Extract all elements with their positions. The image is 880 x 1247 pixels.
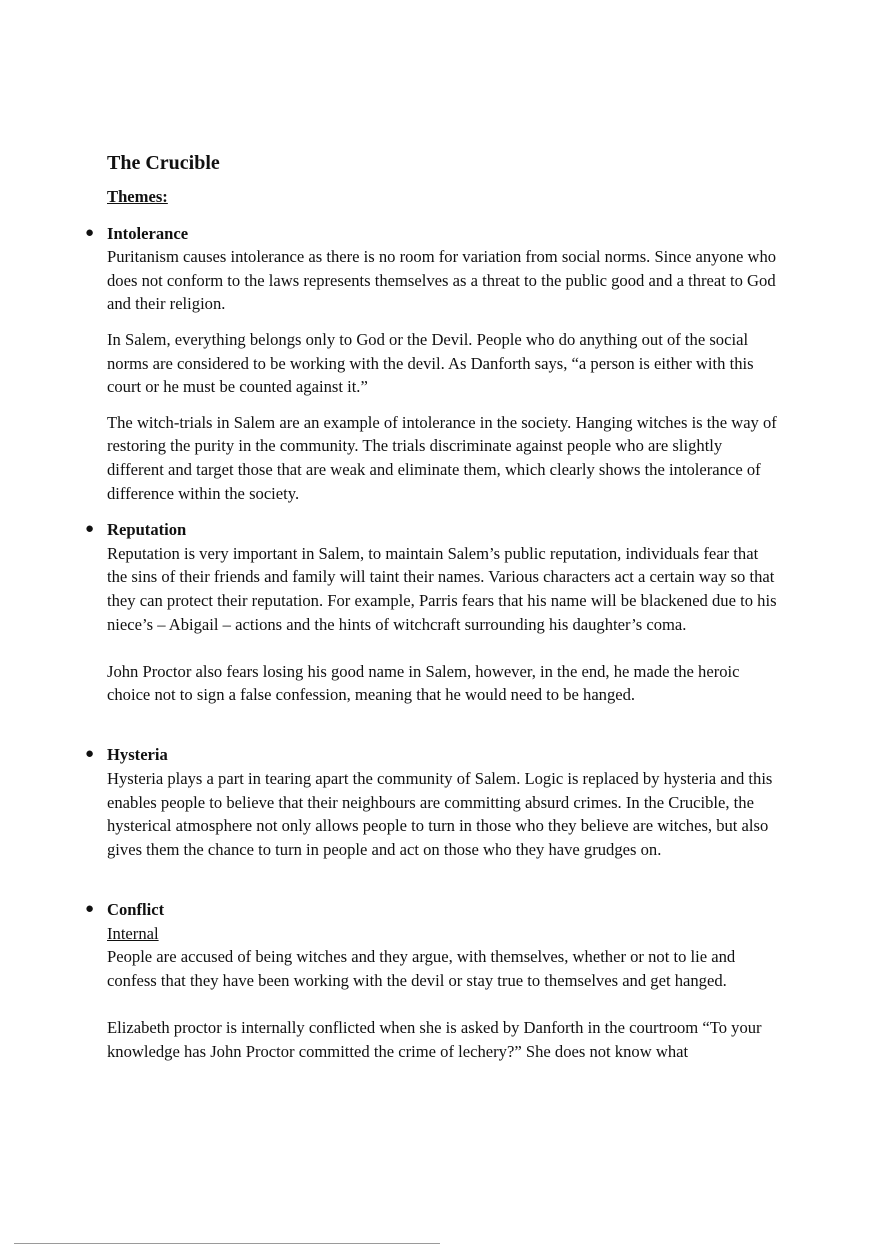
paragraph-gap: [107, 636, 779, 660]
theme-title-hysteria: Hysteria: [107, 745, 168, 765]
theme-reputation: [85, 518, 779, 730]
paragraph: The witch-trials in Salem are an example of intolerance in the society. Hanging witches is the way of restoring the purity in the community. The trials discriminate against people who are slightly different and target those that are weak and eliminate them, which clearly shows the intolerance of difference within the society.: [107, 412, 777, 503]
theme-title-reputation: Reputation: [107, 520, 187, 540]
theme-title-intolerance: Intolerance: [107, 223, 189, 243]
paragraph: Hysteria plays a part in tearing apart the community of Salem. Logic is replaced by hysteria and this enables people to believe that their neighbours are committing absurd crimes. In the Crucible, the hysterical atmosphere not only allows people to turn in those who they believe are witches, but also gives them the chance to turn in people and act on those who they have grudges on.: [107, 769, 773, 859]
paragraph: Puritanism causes intolerance as there is no room for variation from social norms. Since anyone who does not conform to the laws represents themselves as a threat to the public good and a threat to God and their religion.: [107, 247, 777, 314]
bullet-icon: ●: [85, 901, 95, 918]
theme-conflict: [85, 898, 779, 1063]
bullet-icon: ●: [85, 224, 95, 241]
paragraph-gap: [107, 861, 779, 885]
footer-divider: [14, 1243, 440, 1244]
paragraph: In Salem, everything belongs only to God or the Devil. People who do anything out of the social norms are considered to be working with the devil. As Danforth says, “a person is either with this court or he must be counted against it.”: [107, 329, 754, 397]
theme-hysteria: [85, 743, 779, 885]
themes-heading: Themes:: [107, 187, 168, 206]
paragraph: Reputation is very important in Salem, to maintain Salem’s public reputation, individuals fear that the sins of their friends and family will taint their names. Various characters act a certain way so that they can protect their reputation. For example, Parris fears that his name will be blackened due to his niece’s – Abigail – actions and the hints of witchcraft surrounding his daughter’s coma.: [107, 543, 777, 634]
bullet-icon: ●: [85, 521, 95, 538]
paragraph: People are accused of being witches and they argue, with themselves, whether or not to lie and confess that they have been working with the devil or stay true to themselves and get hanged.: [107, 947, 736, 990]
paragraph: John Proctor also fears losing his good name in Salem, however, in the end, he made the heroic choice not to sign a false confession, meaning that he would need to be hanged.: [107, 661, 740, 705]
paragraph-gap: [107, 992, 779, 1016]
subsection-label-internal: Internal: [107, 923, 159, 943]
theme-title-conflict: Conflict: [107, 900, 165, 920]
document-page: [85, 150, 779, 1076]
bullet-icon: ●: [85, 746, 95, 763]
theme-intolerance: [85, 222, 779, 506]
paragraph-gap: [107, 707, 779, 731]
document-title: The Crucible: [107, 152, 220, 174]
paragraph: Elizabeth proctor is internally conflicted when she is asked by Danforth in the courtroom “To your knowledge has John Proctor committed the crime of lechery?” She does not know what: [107, 1018, 762, 1061]
